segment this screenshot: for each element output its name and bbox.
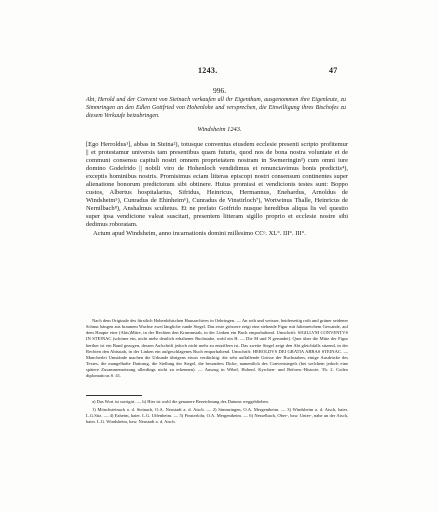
document-number: 996. — [212, 86, 227, 95]
footnote-line: a) Das Wort ist sorrigirt. — b) Hier ist wohl die genauere Bezeichnung des Datums weggeblieben. — [92, 399, 269, 404]
charter-text — [86, 141, 348, 238]
footnote-divider — [86, 395, 142, 396]
place-and-date: Windsheim 1243. — [197, 126, 242, 133]
page-number: 47 — [329, 66, 338, 75]
charter-paragraph: Actum apud Windsheim, anno incarnationis domini millesimo CCᵒ. XL°. III°. III°. — [93, 229, 306, 237]
source-note — [86, 318, 348, 380]
charter-paragraph: [Ego Herroldus¹], abbas in Steina²), totusque conventus eiusdem ecclesie presenti scripto profitemur || et protestamur universis tam presentibus quam futuris, quod nos de bona nostra voluntate et de communi consensu capituli nostri omnem proprietatem nostram in Swmeringin³) cum omni iure domino Godefrido || nobili viro de Hohenloch vendidimus et renunciavimus bonis predictis⁴), exceptis hominibus nostris. Promisimus eciam litteras episcopi nostri consensum continentes super alienatione bonorum predictorum sibi obtinere. Huius promissi et vendicionis testes sunt: Boppo custos, Albertus hospitalarius, Sifridus, Heinricus, Hermannus, Enehardus, Arnoldus de Windsheim⁵), Cunradus de Ehinheim⁶), Cunradus de Vinstirloch⁷), Wortwinus Thalle, Heinricus de Nernilbach⁸), Anshalmus scultetus. Et ne prefato Gotfrido nusque heredibus aliqua lis vel questio super ipsa vendicione valeat suscitari, presentem litteram sigillo proprio et ecclesie nostre sibi dedimus roboratam. — [86, 141, 348, 229]
running-header-year: 1243. — [198, 66, 218, 75]
footnote-line: 1) Mönchsteinach a. d. Steinach, O.A. Neustadt a. d. Aisch. — 2) Simmringen, O.A. Mergentheim. — 3) Windsheim a. d. Aisch, baier. L.G.Sitz. — 4) Ezheim, baier. L.G. Uffenheim. — 5) Finsterlohr, O.A. Mergentheim. — 6) Nesselbach, Ober-, bzw. Unter-, nahe an der Aisch, baier. L.G. Windsheim, bzw. Neustadt a. d. Aisch. — [86, 407, 348, 425]
footnotes — [86, 399, 348, 427]
document-summary: Abt, Herold und der Convent von Steinach verkaufen all ihr Eigenthum, ausgenommen ihre Eigenleute, zu Simmringen an den Edlen Gottfried von Hohenlohe und versprechen, die Einwilligung ihres Bischofes zu diesem Verkaufe beizubringen. — [86, 97, 346, 119]
source-note-paragraph: Nach dem Originale des fürstlich Hohenlohischen Hausarchives in Oehringen. — An roth und weisser, beiderseitig roth und grüner seidener Schnur hängen aus braunem Wachse zwei längliche runde Siegel. Das erste grössere zeigt eine stehende Figur mit faltenreichem Gewande, auf dem Haupte eine (Abts)Mitre, in der Rechten den Krummstab, in der Linken ein Buch emporhaltend. Umschrift: SIGILLVM CONVENTVS IN STEINAC (schöner ein, nicht mehr deutlich erhaltener Buchstabe, wohl ein H. — Die M und N gerundet). Quer über die Mitte der Figur beriher ist ein Band gezogen, dessen Aufschrift jedoch nicht mehr zu entziffern ist. Das zweite Siegel zeigt den Abt gleichfalls sitzend, in der Rechten den Abtsstab, in der Linken ein aufgeschlagenes Buch emporhaltend. Umschrift: HEROLDVS DEI GRATIA ABBAS STEINAC. — Mancherlei Umstände machen die Urkunde übrigens etwas verdächtig: die sehr auffallende Grösse der Buchstaben, einige Ausdrücke des Textes, die mangelhafte Datirung, die Stellung der Siegel, die besonders Dicke, namentlich des Conventsiegels (bei welchem jedoch eine spätere Zusammensetzung allerdings nicht zu erkennen). — Auszug in Wibel, Hohenl. Kyrchen- und Reform.-Historie, Th. 2. Codex diplomaticus S. 41. — [86, 318, 348, 379]
